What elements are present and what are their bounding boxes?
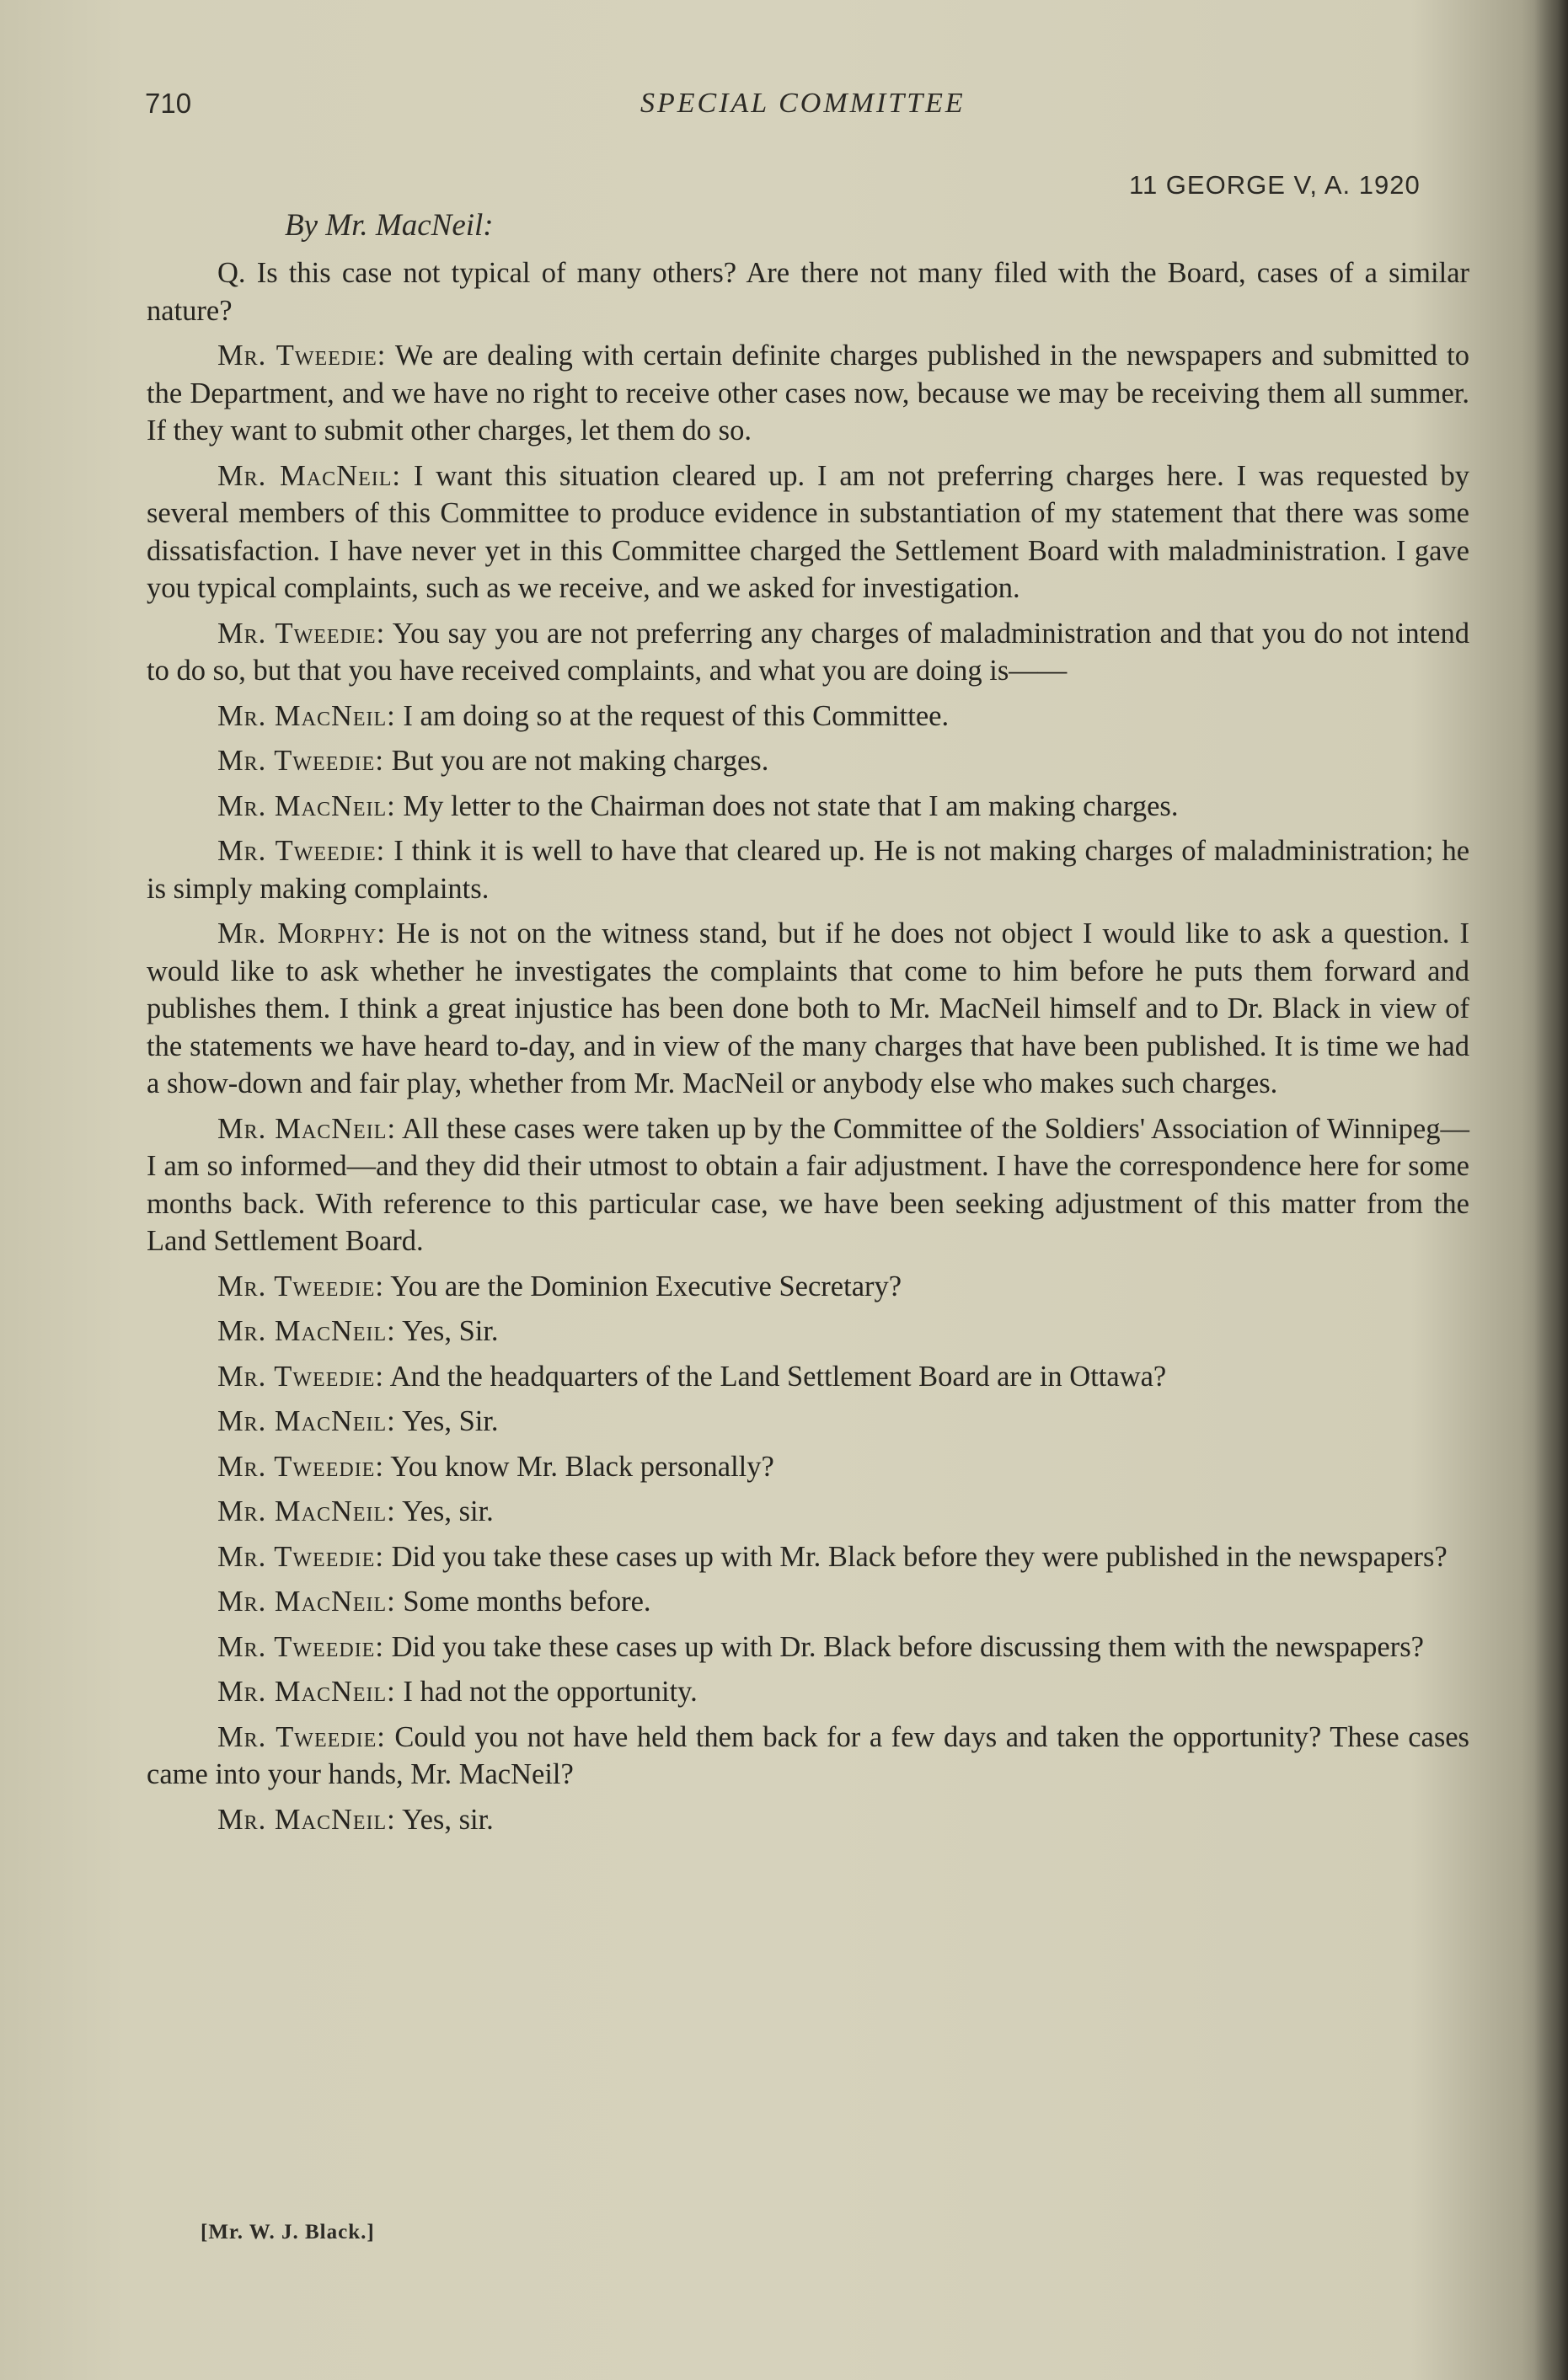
paragraph-text: You know Mr. Black personally? [390,1450,774,1483]
paragraph-text: All these cases were taken up by the Committee of the Soldiers' Association of Winnipeg—I am so informed—and they did their utmost to obtain a fair adjustment. I have the correspondence here for some months back. With reference to this particular case, we have been seeking adjustment of this matter from the Land Settlement Board. [147,1112,1469,1257]
paragraph-text: Q. Is this case not typical of many others? Are there not many filed with the Board, cases of a similar nature? [147,257,1469,327]
transcript-paragraph [147,1673,1469,1711]
transcript-paragraph [147,1538,1469,1576]
page-edge-shadow [1534,0,1568,2380]
speaker-name: Mr. Tweedie: [217,1450,384,1483]
speaker-name: Mr. Tweedie: [217,745,384,777]
transcript-body [147,254,1469,1846]
paragraph-text: We are dealing with certain definite charges published in the newspapers and submitted to the Department, and we have no right to receive other cases now, because we may be receiving them all summer. If they want to submit other charges, let them do so. [147,340,1469,447]
paragraph-text: Yes, sir. [402,1803,494,1836]
speaker-name: Mr. Tweedie: [217,340,387,372]
paragraph-text: I had not the opportunity. [403,1676,698,1708]
speaker-name: Mr. MacNeil: [217,1315,396,1347]
speaker-name: Mr. MacNeil: [217,699,396,732]
paragraph-text: You are the Dominion Executive Secretary? [390,1270,902,1302]
transcript-paragraph [147,698,1469,735]
paragraph-text: I want this situation cleared up. I am not preferring charges here. I was requested by several members of this Committee to produce evidence in substantiation of my statement that there was some dissatisfaction. I have never yet in this Committee charged the Settlement Board with maladministration. I gave you typical complaints, such as we receive, and we asked for investigation. [147,459,1470,604]
transcript-paragraph [147,832,1469,907]
speaker-name: Mr. MacNeil: [217,789,396,822]
paragraph-text: You say you are not preferring any charges of maladministration and that you do not intend to do so, but that you have received complaints, and what you are doing is—— [147,617,1469,687]
speaker-name: Mr. MacNeil: [217,459,402,492]
page-number: 710 [145,88,192,119]
paragraph-text: I am doing so at the request of this Committee. [403,699,950,732]
transcript-paragraph [147,1719,1469,1794]
transcript-paragraph [147,1268,1469,1306]
paragraph-text: Yes, Sir. [402,1315,499,1347]
speaker-name: Mr. MacNeil: [217,1803,396,1836]
speaker-name: Mr. Tweedie: [217,1630,384,1663]
transcript-paragraph [147,457,1469,607]
transcript-paragraph [147,1358,1469,1396]
paragraph-text: Yes, Sir. [402,1405,499,1437]
paragraph-text: Yes, sir. [402,1495,494,1527]
speaker-name: Mr. Tweedie: [217,1360,384,1393]
speaker-name: Mr. Tweedie: [217,1270,384,1302]
speaker-name: Mr. MacNeil: [217,1112,397,1145]
transcript-paragraph [147,1110,1469,1260]
speaker-name: Mr. Tweedie: [217,617,386,650]
paragraph-text: And the headquarters of the Land Settlement Board are in Ottawa? [389,1360,1167,1393]
speaker-name: Mr. MacNeil: [217,1405,396,1437]
paragraph-text: He is not on the witness stand, but if he does not object I would like to ask a question. I would like to ask whether he investigates the complaints that come to him before he puts them forward and publishes them. I think a great injustice has been done both to Mr. MacNeil himself and to Dr. Black in view of the statements we have heard to-day, and in view of the many charges that have been published. It is time we had a show-down and fair play, whether from Mr. MacNeil or anybody else who makes such charges. [147,917,1470,1099]
speaker-name: Mr. MacNeil: [217,1676,396,1708]
speaker-name: Mr. MacNeil: [217,1586,396,1618]
transcript-paragraph [147,254,1469,329]
examiner-heading: By Mr. MacNeil: [285,208,494,243]
transcript-paragraph [147,1313,1469,1350]
speaker-name: Mr. MacNeil: [217,1495,396,1527]
paragraph-text: Could you not have held them back for a few days and taken the opportunity? These cases came into your hands, Mr. MacNeil? [147,1720,1469,1790]
speaker-name: Mr. Tweedie: [217,1540,384,1573]
paragraph-text: Some months before. [403,1586,651,1618]
transcript-paragraph [147,915,1469,1103]
transcript-paragraph [147,742,1469,780]
running-head: SPECIAL COMMITTEE [640,88,966,119]
transcript-paragraph [147,1801,1469,1839]
transcript-paragraph [147,615,1469,690]
transcript-paragraph [147,788,1469,826]
transcript-paragraph [147,1403,1469,1441]
session-reference: 11 GEORGE V, A. 1920 [1129,170,1421,200]
transcript-paragraph [147,1629,1469,1666]
transcript-paragraph [147,1448,1469,1486]
paragraph-text: Did you take these cases up with Dr. Black before discussing them with the newspapers? [391,1630,1424,1663]
paragraph-text: But you are not making charges. [391,745,769,777]
witness-footer: [Mr. W. J. Black.] [201,2221,375,2244]
transcript-paragraph [147,1583,1469,1621]
paragraph-text: My letter to the Chairman does not state that I am making charges. [403,789,1179,822]
paragraph-text: Did you take these cases up with Mr. Black before they were published in the newspapers? [391,1540,1448,1573]
transcript-paragraph [147,337,1469,450]
speaker-name: Mr. Morphy: [217,917,386,949]
transcript-paragraph [147,1493,1469,1531]
paragraph-text: I think it is well to have that cleared up. He is not making charges of maladministration; he is simply making complaints. [147,835,1470,905]
speaker-name: Mr. Tweedie: [217,835,386,867]
speaker-name: Mr. Tweedie: [217,1720,386,1753]
